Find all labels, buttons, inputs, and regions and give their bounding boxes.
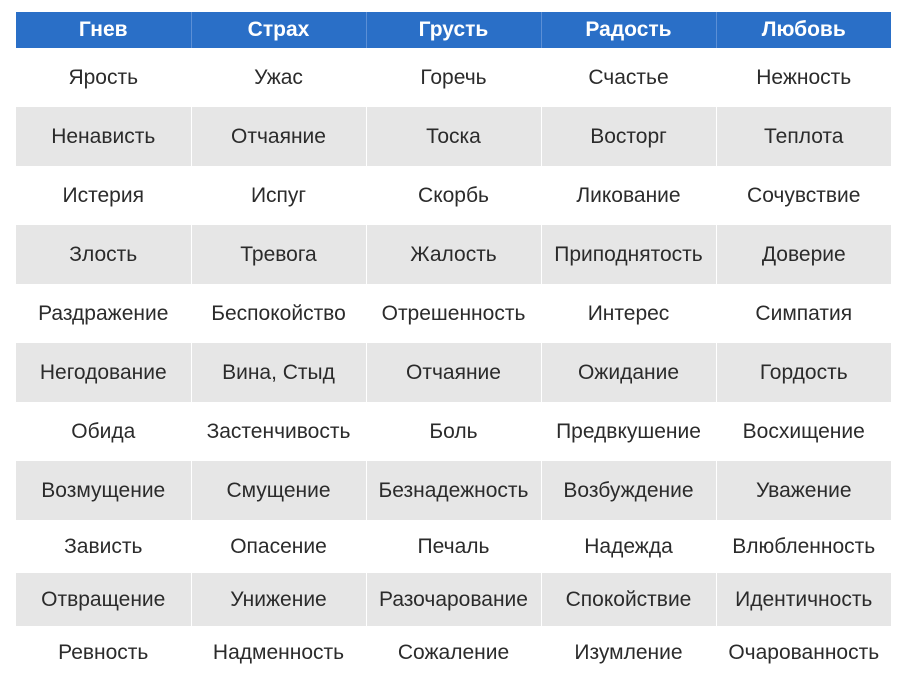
column-header-fear: Страх — [191, 12, 366, 48]
table-cell: Гордость — [716, 343, 891, 402]
table-cell: Жалость — [366, 225, 541, 284]
table-cell: Ужас — [191, 48, 366, 107]
table-row — [16, 166, 891, 225]
table-cell: Зависть — [16, 520, 191, 573]
table-cell: Влюбленность — [716, 520, 891, 573]
column-header-joy: Радость — [541, 12, 716, 48]
table-cell: Истерия — [16, 166, 191, 225]
table-cell: Безнадежность — [366, 461, 541, 520]
table-cell: Сочувствие — [716, 166, 891, 225]
table-cell: Возмущение — [16, 461, 191, 520]
table-cell: Боль — [366, 402, 541, 461]
table-cell: Отчаяние — [191, 107, 366, 166]
table-cell: Злость — [16, 225, 191, 284]
table-cell: Негодование — [16, 343, 191, 402]
table-row — [16, 343, 891, 402]
table-cell: Унижение — [191, 573, 366, 626]
table-cell: Горечь — [366, 48, 541, 107]
column-header-sadness: Грусть — [366, 12, 541, 48]
table-cell: Раздражение — [16, 284, 191, 343]
table-cell: Ярость — [16, 48, 191, 107]
table-cell: Нежность — [716, 48, 891, 107]
column-header-anger: Гнев — [16, 12, 191, 48]
table-row — [16, 107, 891, 166]
table-cell: Ревность — [16, 626, 191, 679]
table-cell: Вина, Стыд — [191, 343, 366, 402]
table-cell: Печаль — [366, 520, 541, 573]
table-cell: Отвращение — [16, 573, 191, 626]
table-cell: Очарованность — [716, 626, 891, 679]
table-cell: Идентичность — [716, 573, 891, 626]
table-cell: Предвкушение — [541, 402, 716, 461]
table-cell: Надежда — [541, 520, 716, 573]
table-cell: Опасение — [191, 520, 366, 573]
table-row — [16, 402, 891, 461]
table-cell: Тоска — [366, 107, 541, 166]
table-cell: Надменность — [191, 626, 366, 679]
table-cell: Застенчивость — [191, 402, 366, 461]
table-row — [16, 48, 891, 107]
table-cell: Обида — [16, 402, 191, 461]
emotions-table — [16, 12, 891, 679]
table-row — [16, 225, 891, 284]
table-cell: Отчаяние — [366, 343, 541, 402]
table-cell: Разочарование — [366, 573, 541, 626]
table-cell: Счастье — [541, 48, 716, 107]
table-cell: Возбуждение — [541, 461, 716, 520]
table-cell: Отрешенность — [366, 284, 541, 343]
table-cell: Тревога — [191, 225, 366, 284]
table-cell: Теплота — [716, 107, 891, 166]
table-cell: Интерес — [541, 284, 716, 343]
table-cell: Смущение — [191, 461, 366, 520]
table-row — [16, 284, 891, 343]
table-cell: Доверие — [716, 225, 891, 284]
table-cell: Скорбь — [366, 166, 541, 225]
table-cell: Уважение — [716, 461, 891, 520]
table-cell: Беспокойство — [191, 284, 366, 343]
table-cell: Восхищение — [716, 402, 891, 461]
table-row — [16, 626, 891, 679]
column-header-love: Любовь — [716, 12, 891, 48]
table-cell: Сожаление — [366, 626, 541, 679]
table-row — [16, 461, 891, 520]
table-cell: Ожидание — [541, 343, 716, 402]
table-cell: Испуг — [191, 166, 366, 225]
table-cell: Изумление — [541, 626, 716, 679]
table-cell: Спокойствие — [541, 573, 716, 626]
table-cell: Восторг — [541, 107, 716, 166]
table-cell: Приподнятость — [541, 225, 716, 284]
emotions-table-container — [16, 12, 891, 679]
header-row — [16, 12, 891, 48]
table-cell: Симпатия — [716, 284, 891, 343]
table-cell: Ненависть — [16, 107, 191, 166]
table-row — [16, 573, 891, 626]
table-row — [16, 520, 891, 573]
table-cell: Ликование — [541, 166, 716, 225]
